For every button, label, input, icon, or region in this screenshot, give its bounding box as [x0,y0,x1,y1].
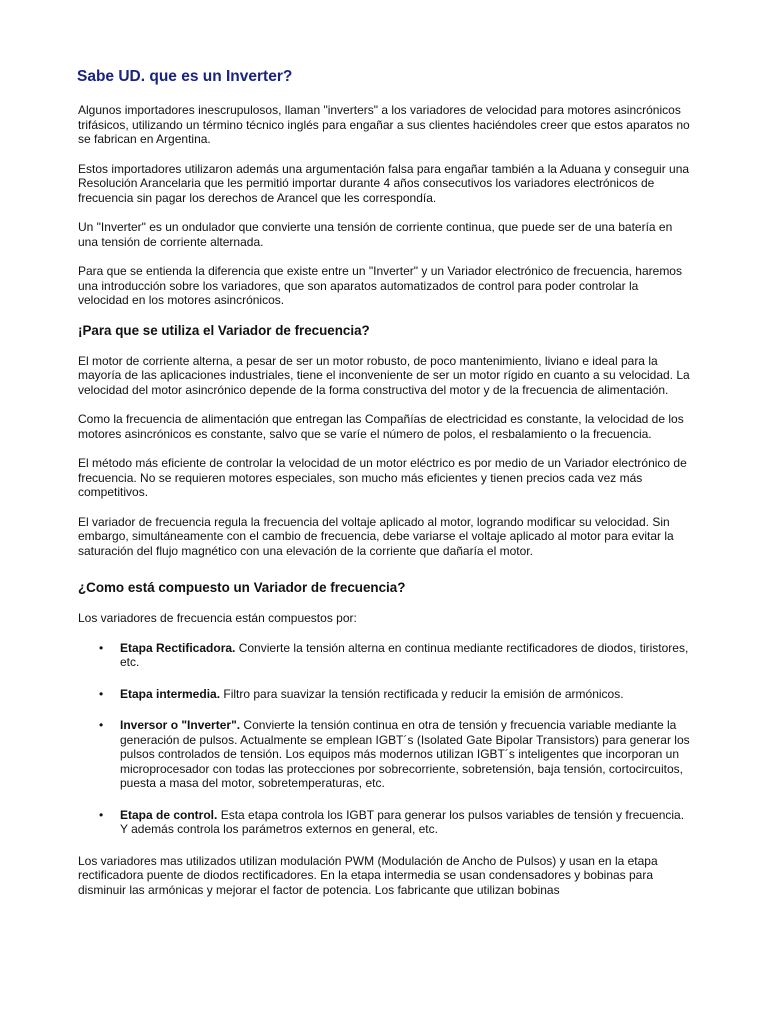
stage-description: Esta etapa controla los IGBT para generar los pulsos variables de tensión y frecuencia. Y además controla los parámetros externos en general, etc. [120,807,685,836]
section1-paragraph: El variador de frecuencia regula la frecuencia del voltaje aplicado al motor, logrando modificar su velocidad. Sin embargo, simultáneamente con el cambio de frecuencia, debe variarse el voltaje aplicado al motor para evitar la saturación del flujo magnético con una elevación de la corriente que dañaría el motor. [78,514,674,558]
stage-description: Convierte la tensión alterna en continua mediante rectificadores de diodos, tiristores, etc. [120,640,689,669]
stage-title: Inversor o "Inverter". [120,718,241,732]
list-item [78,718,692,791]
stage-description: Convierte la tensión continua en otra de tensión y frecuencia variable mediante la generación de pulsos. Actualmente se emplean IGBT´s (Isolated Gate Bipolar Transistors) para generar los pulsos controlados de tensión. Los equipos más modernos utilizan IGBT´s inteligentes que incorporan un microprocesador con todas las protecciones por sobrecorriente, sobretensión, baja tensión, cortocircuitos, puesta a masa del motor, sobretemperaturas, etc. [120,718,690,790]
list-item [78,641,692,670]
bullet-icon: • [99,807,104,822]
intro-paragraph: Un "Inverter" es un ondulador que convierte una tensión de corriente continua, que puede ser de una batería en una tensión de corriente alternada. [78,220,673,249]
page-title: Sabe UD. que es un Inverter? [77,68,293,85]
bullet-icon: • [99,718,104,732]
section2-lead: Los variadores de frecuencia están compuestos por: [78,611,357,625]
section1-paragraph: El motor de corriente alterna, a pesar de ser un motor robusto, de poco mantenimiento, liviano e ideal para la mayoría de las aplicaciones industriales, tiene el inconveniente de ser un motor rígido en cuanto a su velocidad. La velocidad del motor asincrónico depende de la forma constructiva del motor y de la frecuencia de alimentación. [78,353,690,397]
section1-paragraph: El método más eficiente de controlar la velocidad de un motor eléctrico es por medio de un Variador electrónico de frecuencia. No se requieren motores especiales, son mucho más eficientes y tienen precios cada vez más competitivos. [78,456,687,499]
section2-closing: Los variadores mas utilizados utilizan modulación PWM (Modulación de Ancho de Pulsos) y usan en la etapa rectificadora puente de diodos rectificadores. En la etapa intermedia se usan condensadores y bobinas para disminuir las armónicas y mejorar el factor de potencia. Los fabricante que utilizan bobinas [78,853,658,897]
bullet-icon: • [99,640,104,655]
section-heading: ¡Para que se utiliza el Variador de frecuencia? [78,322,370,338]
section1-paragraph: Como la frecuencia de alimentación que entregan las Compañías de electricidad es constante, la velocidad de los motores asincrónicos es constante, salvo que se varíe el número de polos, el resbalamiento o la frecuencia. [78,412,684,441]
section-heading: ¿Como está compuesto un Variador de frecuencia? [78,580,406,595]
intro-paragraph: Para que se entienda la diferencia que existe entre un "Inverter" y un Variador electrónico de frecuencia, haremos una introducción sobre los variadores, que son aparatos automatizados de control para poder controlar la velocidad en los motores asincrónicos. [78,264,682,307]
stages-list [78,641,692,837]
stage-description: Filtro para suavizar la tensión rectificada y reducir la emisión de armónicos. [220,686,624,701]
list-item [78,687,692,702]
list-item [78,808,692,837]
stage-title: Etapa Rectificadora. [120,640,236,655]
intro-paragraph: Estos importadores utilizaron además una argumentación falsa para engañar también a la Aduana y conseguir una Resolución Arancelaria que les permitió importar durante 4 años consecutivos los variadores electrónicos de frecuencia sin pagar los derechos de Arancel que les correspondía. [78,161,690,205]
stage-title: Etapa intermedia. [120,686,221,701]
bullet-icon: • [99,686,104,701]
stage-title: Etapa de control. [120,807,218,822]
intro-paragraph: Algunos importadores inescrupulosos, llaman "inverters" a los variadores de velocidad para motores asincrónicos trifásicos, utilizando un término técnico inglés para engañar a sus clientes haciéndoles creer que estos aparatos no se fabrican en Argentina. [78,103,690,146]
document-body [78,103,692,912]
